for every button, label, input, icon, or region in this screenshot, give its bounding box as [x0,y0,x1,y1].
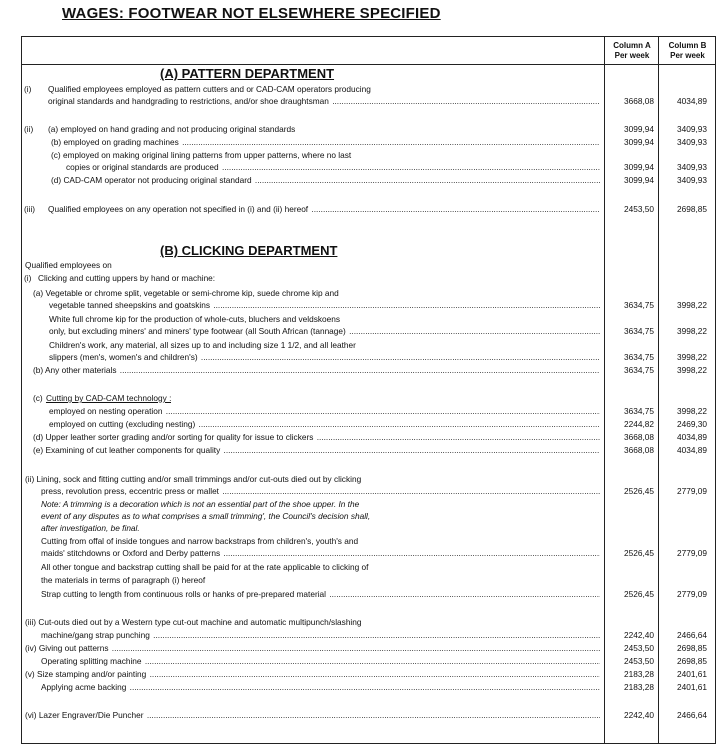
column-b-value: 2698,85 [677,656,707,666]
row-description [48,96,600,106]
row-description [25,617,363,627]
column-a-value: 3634,75 [624,300,654,310]
column-a-value: 3668,08 [624,96,654,106]
column-b-value: 2779,09 [677,589,707,599]
row-description [33,432,600,442]
column-b-value: 4034,89 [677,445,707,455]
column-b-value: 3409,93 [677,175,707,185]
row-description [33,393,171,403]
row-text: vegetable tanned sheepskins and goatskins [49,300,210,310]
row-text: (a) Vegetable or chrome split, vegetable or semi-chrome kip, suede chrome kip and [33,288,339,298]
row-text: (c) [33,393,45,403]
column-b-value: 3998,22 [677,352,707,362]
row-subheading: Cutting by CAD-CAM technology : [45,393,172,403]
column-b-value: 3998,22 [677,365,707,375]
column-b-header [660,41,715,61]
row-text: Children's work, any material, all sizes up to and including size 1 1/2, and all leather [49,340,356,350]
row-text: Operating splitting machine [41,656,142,666]
row-text: slippers (men's, women's and children's) [49,352,198,362]
row-text: All other tongue and backstrap cutting shall be paid for at the rate applicable to clicking of [41,562,369,572]
column-b-title: Column B [668,41,707,50]
row-description [25,260,113,270]
row-description [41,523,141,533]
column-a-value: 2526,45 [624,548,654,558]
row-description [51,137,600,147]
column-a-value: 2242,40 [624,630,654,640]
row-description [41,630,600,640]
section-pattern-department: (A) PATTERN DEPARTMENT [160,66,335,81]
column-a-value: 3668,08 [624,432,654,442]
row-text: (e) Examining of cut leather components for quality [33,445,221,455]
row-description [41,575,206,585]
column-b-value: 4034,89 [677,432,707,442]
item-marker: (ii) [24,124,34,134]
row-description [41,589,600,599]
column-b-value: 3409,93 [677,162,707,172]
column-b-value: 2401,61 [677,682,707,692]
column-a-value: 3099,94 [624,137,654,147]
column-a-value: 2526,45 [624,589,654,599]
row-text: after investigation, be final. [41,523,140,533]
row-text: employed on nesting operation [49,406,163,416]
item-marker: (i) [24,273,32,283]
row-description [41,536,359,546]
column-b-value: 3409,93 [677,137,707,147]
column-a-unit: Per week [614,51,650,60]
row-text: (c) employed on making original lining patterns from upper patterns, where no last [51,150,352,160]
column-b-value: 2401,61 [677,669,707,679]
header-divider [21,64,716,65]
row-description [41,548,600,558]
column-a-value: 3099,94 [624,175,654,185]
row-text: the materials in terms of paragraph (i) hereof [41,575,206,585]
row-description [25,474,362,484]
column-b-value: 3998,22 [677,300,707,310]
column-b-value: 2779,09 [677,486,707,496]
column-b-value: 4034,89 [677,96,707,106]
row-description [41,682,600,692]
row-description [41,511,371,521]
column-a-value: 3099,94 [624,124,654,134]
column-b-value: 2779,09 [677,548,707,558]
row-description [66,162,600,172]
row-description [49,406,600,416]
row-text: Clicking and cutting uppers by hand or machine: [38,273,216,283]
row-description [41,499,360,509]
row-description [49,326,600,336]
column-b-unit: Per week [670,51,705,60]
row-description [33,365,600,375]
column-a-divider [604,36,605,744]
column-a-value: 3099,94 [624,162,654,172]
row-description [41,562,369,572]
column-a-value: 2183,28 [624,669,654,679]
item-marker: (iii) [24,204,36,214]
row-text: copies or original standards are produced [66,162,219,172]
row-description [25,643,600,653]
column-a-value: 2453,50 [624,656,654,666]
row-description [48,84,372,94]
column-b-value: 3409,93 [677,124,707,134]
row-text: (b) Any other materials [33,365,117,375]
row-description [41,656,600,666]
row-text: maids' stitchdowns or Oxford and Derby patterns [41,548,221,558]
row-description [25,710,600,720]
column-b-value: 2466,64 [677,630,707,640]
column-b-value: 2466,64 [677,710,707,720]
column-a-value: 3634,75 [624,326,654,336]
column-a-value: 2453,50 [624,643,654,653]
column-a-value: 2183,28 [624,682,654,692]
row-description [33,288,340,298]
page-title: WAGES: FOOTWEAR NOT ELSEWHERE SPECIFIED [62,5,441,22]
row-text: Qualified employees on any operation not specified in (i) and (ii) hereof [48,204,309,214]
column-a-value: 2526,45 [624,486,654,496]
column-b-divider [658,36,659,744]
column-a-value: 3668,08 [624,445,654,455]
row-text: employed on cutting (excluding nesting) [49,419,196,429]
row-description [33,445,600,455]
column-b-value: 2469,30 [677,419,707,429]
row-text: (vi) Lazer Engraver/Die Puncher [25,710,144,720]
row-text: (d) CAD-CAM operator not producing original standard [51,175,252,185]
row-text: Note: A trimming is a decoration which is not an essential part of the shoe upper. In the [41,499,360,509]
row-text: Strap cutting to length from continuous rolls or hanks of pre-prepared material [41,589,327,599]
row-text: event of any disputes as to what comprises a small trimming', the Council's decision shall, [41,511,371,521]
row-text: Qualified employees employed as pattern cutters and or CAD-CAM operators producing [48,84,371,94]
row-text: (ii) Lining, sock and fitting cutting and/or small trimmings and/or cut-outs died out by clicking [25,474,362,484]
row-description [41,486,600,496]
row-description [49,419,600,429]
section-clicking-department: (B) CLICKING DEPARTMENT [160,243,338,258]
row-text: Qualified employees on [25,260,112,270]
column-b-value: 3998,22 [677,326,707,336]
row-text: Applying acme backing [41,682,127,692]
column-a-value: 2244,82 [624,419,654,429]
row-text: (a) employed on hand grading and not producing original standards [48,124,296,134]
item-marker: (i) [24,84,32,94]
column-a-title: Column A [613,41,651,50]
column-a-value: 3634,75 [624,352,654,362]
row-text: press, revolution press, eccentric press or mallet [41,486,219,496]
row-description [51,175,600,185]
row-text: machine/gang strap punching [41,630,150,640]
row-text: only, but excluding miners' and miners' type footwear (all South African (tannage) [49,326,346,336]
row-description [48,204,600,214]
column-b-value: 2698,85 [677,643,707,653]
row-text: (v) Size stamping and/or painting [25,669,147,679]
row-description [25,669,600,679]
row-text: Cutting from offal of inside tongues and narrow backstraps from children's, youth's and [41,536,359,546]
row-description [49,352,600,362]
row-description [49,340,357,350]
row-description [49,300,600,310]
row-text: (d) Upper leather sorter grading and/or sorting for quality for issue to clickers [33,432,314,442]
row-description [51,150,352,160]
row-text: (iii) Cut-outs died out by a Western type cut-out machine and automatic multipunch/slashing [25,617,362,627]
row-text: original standards and handgrading to restrictions, and/or shoe draughtsman [48,96,329,106]
column-a-value: 2453,50 [624,204,654,214]
column-a-value: 2242,40 [624,710,654,720]
column-a-value: 3634,75 [624,406,654,416]
row-description [49,314,341,324]
column-a-value: 3634,75 [624,365,654,375]
row-text: (iv) Giving out patterns [25,643,109,653]
row-description [38,273,216,283]
column-b-value: 2698,85 [677,204,707,214]
row-description [48,124,296,134]
row-text: (b) employed on grading machines [51,137,179,147]
column-b-value: 3998,22 [677,406,707,416]
column-a-header [606,41,658,61]
row-text: White full chrome kip for the production of whole-cuts, bluchers and veldskoens [49,314,340,324]
